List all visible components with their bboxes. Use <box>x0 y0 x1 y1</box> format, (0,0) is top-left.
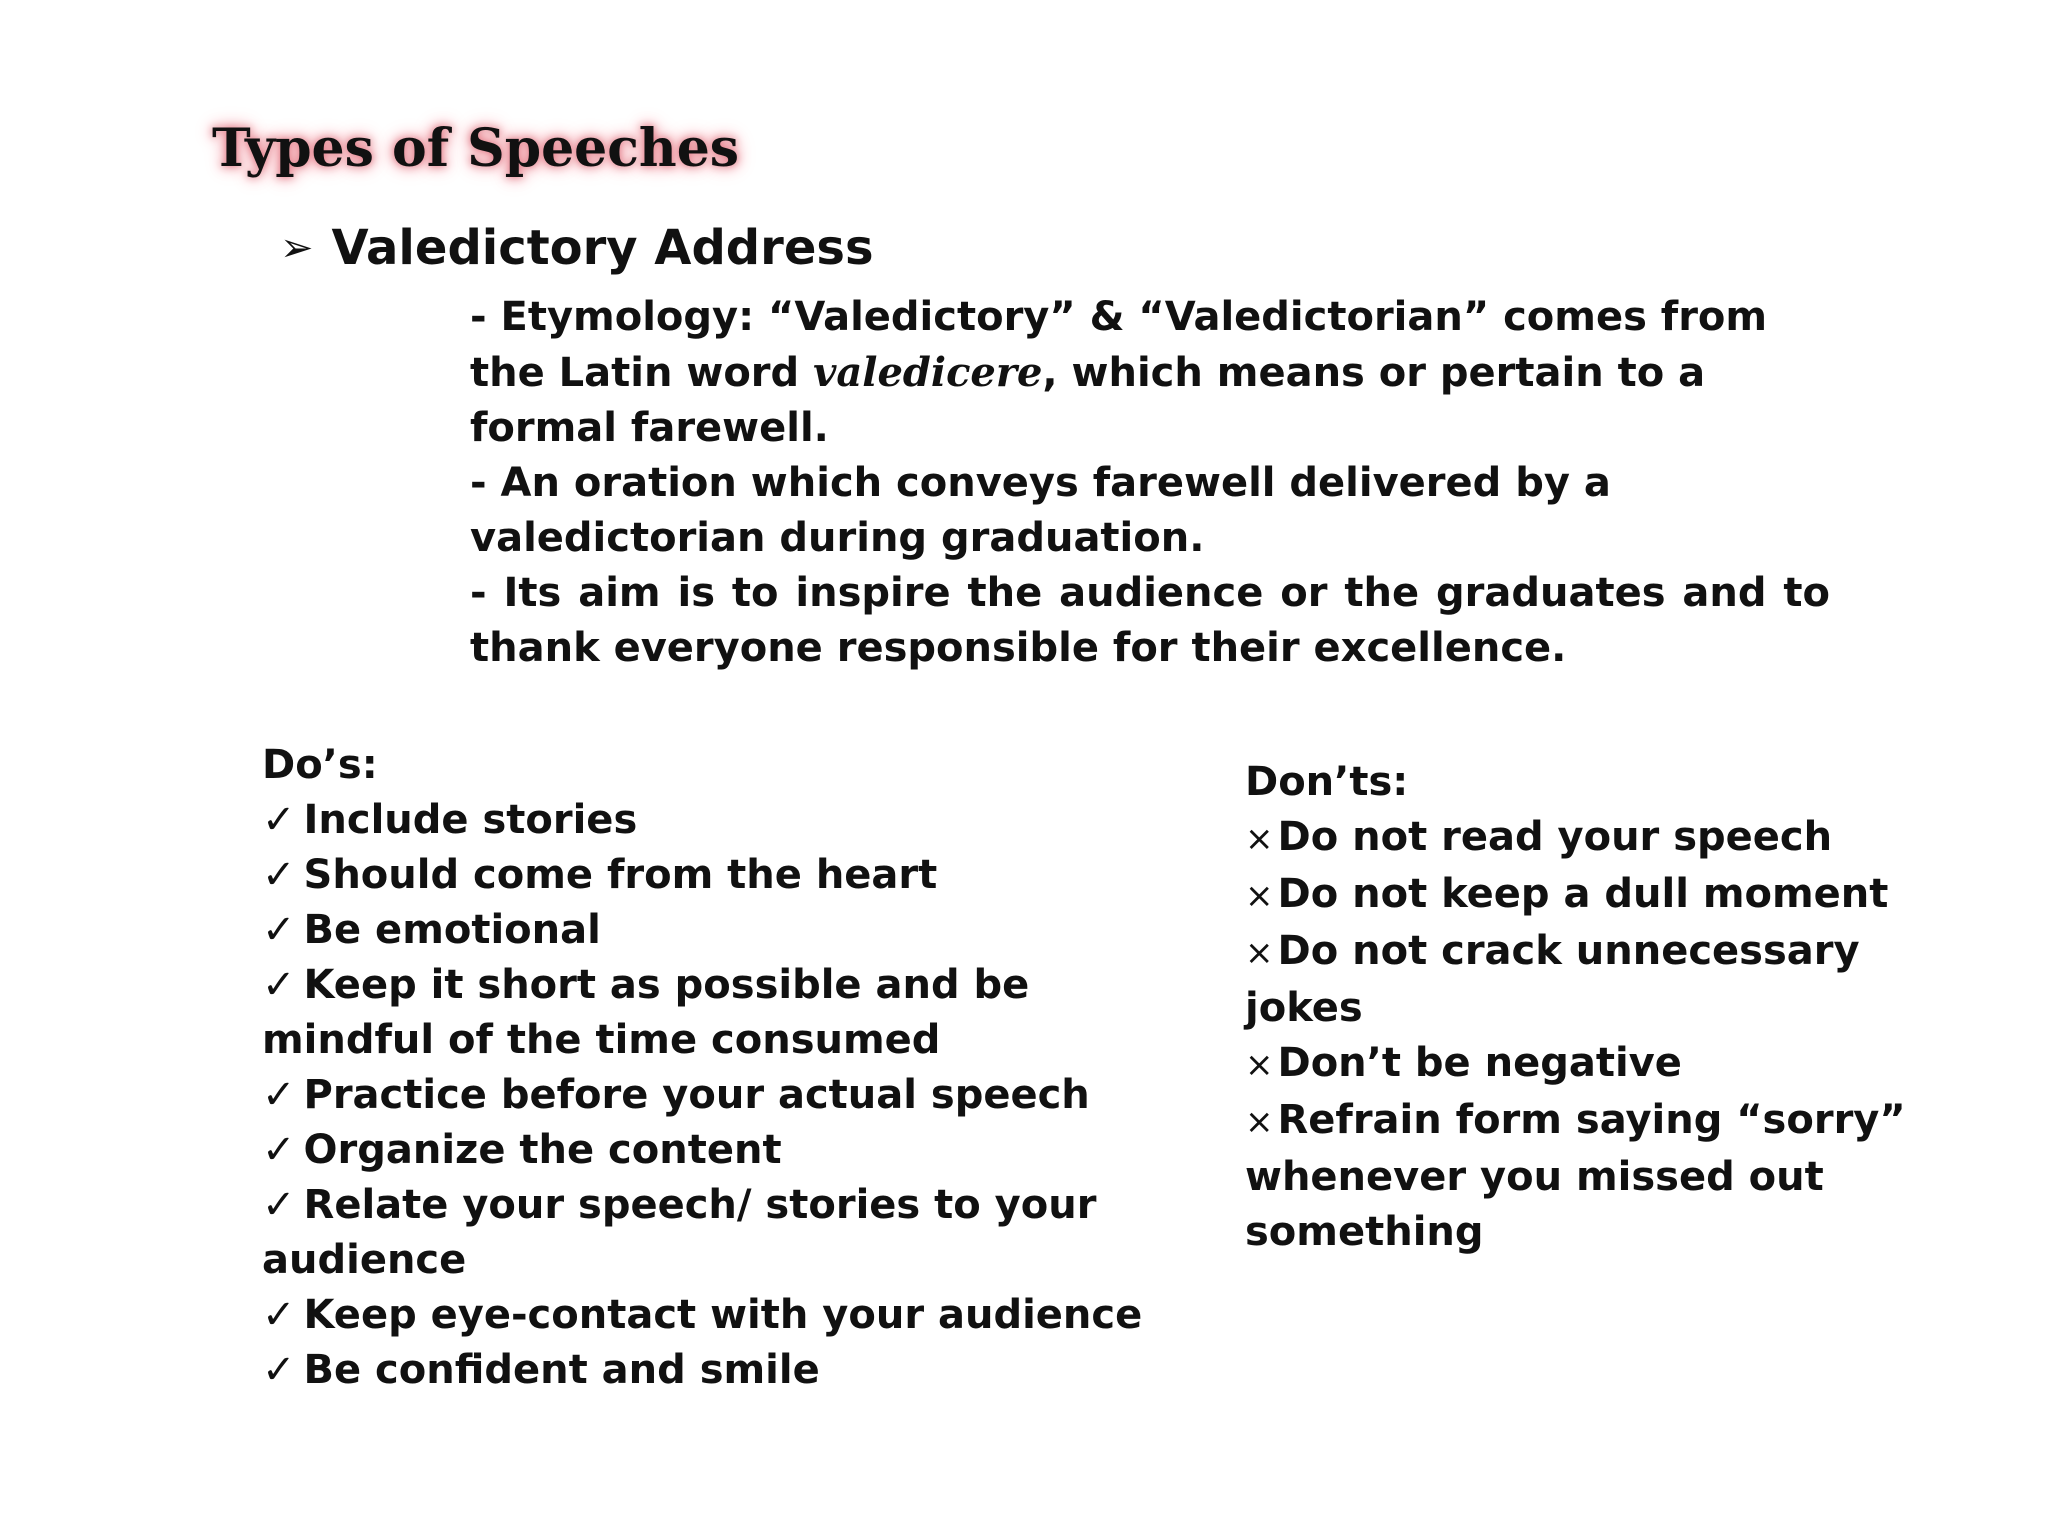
subtitle-text: Valedictory Address <box>331 220 874 276</box>
list-item <box>262 1288 1202 1343</box>
list-item-text: Be emotional <box>303 907 601 953</box>
aim-paragraph: - Its aim is to inspire the audience or the graduates and to thank everyone responsible for their excellence. <box>470 570 1830 671</box>
etymology-text: - Etymology: “Valedictory” & “Valedictorian” comes from the Latin word <box>470 294 1768 396</box>
list-item-text: Include stories <box>303 797 638 843</box>
checkmark-icon: ✓ <box>262 1292 296 1338</box>
definition-block <box>470 290 1830 676</box>
cross-icon: × <box>1245 1045 1274 1085</box>
list-item <box>262 1178 1202 1288</box>
list-item <box>1245 1036 1945 1093</box>
donts-heading: Don’ts: <box>1245 759 1409 805</box>
dos-list <box>262 738 1202 1398</box>
etymology-paragraph <box>470 290 1830 456</box>
checkmark-icon: ✓ <box>262 852 296 898</box>
list-item-text: Do not read your speech <box>1277 814 1833 860</box>
list-item-text: Organize the content <box>303 1127 782 1173</box>
list-item-text: Should come from the heart <box>303 852 938 898</box>
dos-heading: Do’s: <box>262 742 378 788</box>
list-item <box>262 793 1202 848</box>
checkmark-icon: ✓ <box>262 1127 296 1173</box>
donts-items <box>1245 810 1945 1260</box>
subtitle <box>280 220 874 276</box>
list-item <box>1245 1093 1945 1260</box>
checkmark-icon: ✓ <box>262 1072 296 1118</box>
list-item <box>1245 924 1945 1036</box>
list-item <box>262 958 1202 1068</box>
list-item-text: Refrain form saying “sorry” whenever you missed out something <box>1245 1097 1906 1255</box>
list-item <box>1245 810 1945 867</box>
checkmark-icon: ✓ <box>262 1182 296 1228</box>
list-item <box>262 903 1202 958</box>
cross-icon: × <box>1245 876 1274 916</box>
cross-icon: × <box>1245 933 1274 973</box>
dos-items <box>262 793 1202 1398</box>
list-item-text: Practice before your actual speech <box>303 1072 1090 1118</box>
checkmark-icon: ✓ <box>262 797 296 843</box>
list-item <box>262 1343 1202 1398</box>
etymology-suffix: , which means or pertain to a formal farewell. <box>470 350 1706 451</box>
checkmark-icon: ✓ <box>262 962 296 1008</box>
list-item <box>262 848 1202 903</box>
donts-list <box>1245 755 1945 1260</box>
list-item-text: Be confident and smile <box>303 1347 820 1393</box>
list-item-text: Relate your speech/ stories to your audience <box>262 1182 1097 1283</box>
cross-icon: × <box>1245 1102 1274 1142</box>
checkmark-icon: ✓ <box>262 907 296 953</box>
list-item-text: Keep it short as possible and be mindful of the time consumed <box>262 962 1030 1063</box>
latin-word: valedicere <box>813 349 1043 396</box>
list-item-text: Keep eye-contact with your audience <box>303 1292 1143 1338</box>
oration-paragraph: - An oration which conveys farewell delivered by a valedictorian during graduation. <box>470 460 1611 561</box>
list-item <box>1245 867 1945 924</box>
cross-icon: × <box>1245 819 1274 859</box>
arrow-bullet-icon: ➢ <box>280 225 314 271</box>
checkmark-icon: ✓ <box>262 1347 296 1393</box>
list-item <box>262 1068 1202 1123</box>
list-item-text: Don’t be negative <box>1277 1040 1682 1086</box>
list-item-text: Do not crack unnecessary jokes <box>1245 928 1860 1031</box>
slide-title: Types of Speeches <box>212 118 740 179</box>
list-item-text: Do not keep a dull moment <box>1277 871 1889 917</box>
list-item <box>262 1123 1202 1178</box>
